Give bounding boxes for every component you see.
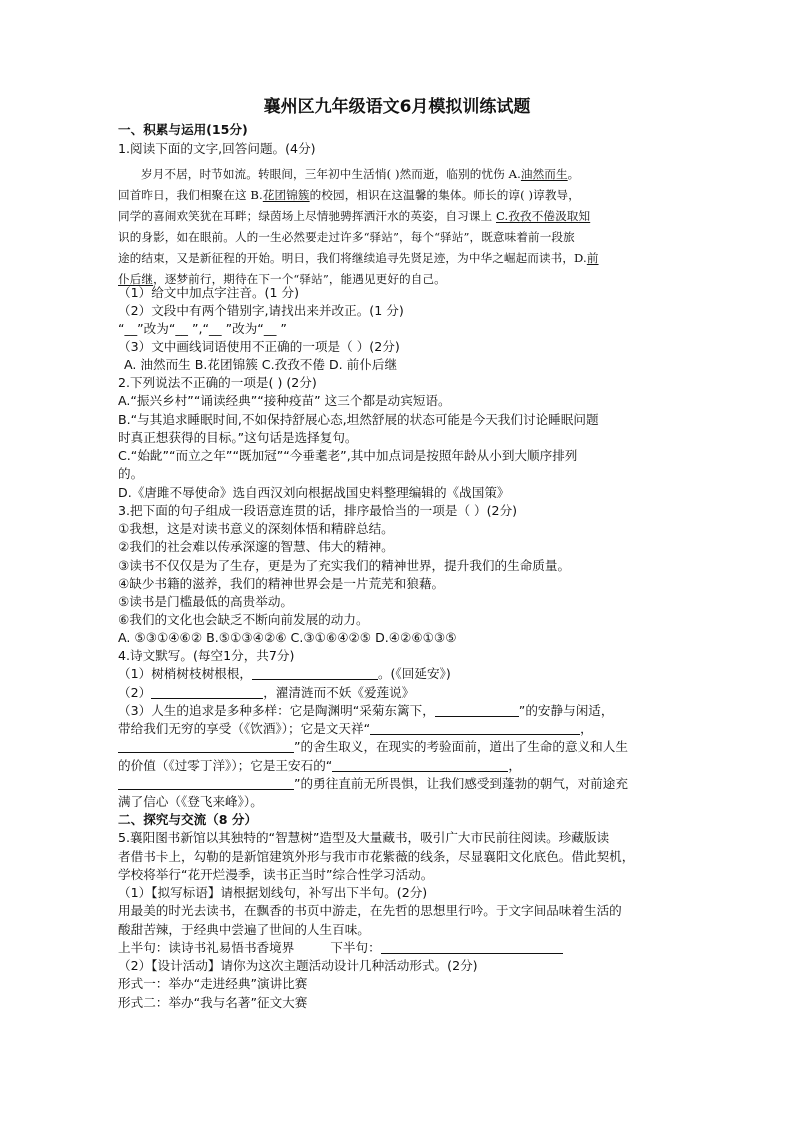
q2-option-b-cont: 时真正想获得的目标。”这句话是选择复句。 [118,430,358,445]
q2-stem: 2.下列说法不正确的一项是( ) (2分) [118,375,317,390]
underlined-term-b: 花团锦簇 [262,188,310,202]
q1-sub3-options: A. 油然而生 B.花团锦簇 C.孜孜不倦 D. 前仆后继 [124,357,398,372]
answer-blank [370,720,580,735]
answer-blank [435,702,519,717]
underlined-term-d1: 前 [586,251,599,265]
q3-sentence-6: ⑥我们的文化也会缺乏不断向前发展的动力。 [118,612,369,627]
answer-blank [118,775,294,790]
q3-sentence-5: ⑤读书是门槛最低的高贵举动。 [118,594,294,609]
q2-option-a: A.“振兴乡村”“诵读经典”“接种疫苗” 这三个都是动宾短语。 [118,393,451,408]
q5-intro-1: 5.襄阳图书新馆以其独特的“智慧树”造型及大量藏书，吸引广大市民前往阅读。珍藏版读 [118,830,610,845]
section-1-heading: 一、积累与运用(15分) [118,122,248,137]
answer-blank [332,757,508,772]
q5-couplet [118,938,688,957]
q2-option-d: D.《唐雎不辱使命》选自西汉刘向根据战国史料整理编辑的《战国策》 [118,485,510,500]
underlined-term-a: 油然而生 [520,167,568,181]
page-title: 襄州区九年级语文6月模拟训练试题 [263,97,531,117]
passage-line: 仆后继，逐梦前行，期待在下一个“驿站”，能遇见更好的自己。 [118,272,446,286]
q4-item-1: （1）树梢树枝树根根， 。(《回延安》) [118,666,451,681]
q5-intro-2: 者借书卡上，勾勒的是新馆建筑外形与我市市花紫薇的线条，尽显襄阳文化底色。借此契机， [118,849,635,864]
passage-line: 岁月不居，时节如流。转眼间，三年初中生活悄( )然而逝，临别的忧伤 A.油然而生。 [141,167,580,181]
q1-sub2: （2）文段中有两个错别字,请找出来并改正。(1 分) [118,303,404,318]
passage-line: 识的身影，如在眼前。人的一生必然要走过许多“驿站”，每个“驿站”，既意味着前一段旅 [118,230,575,244]
couplet-lower-label: 下半句： [330,940,381,955]
q5-text-1: 用最美的时光去读书，在飘香的书页中游走，在先哲的思想里行吟。于文字间品味着生活的 [118,903,622,918]
q4-item-3-line3: ”的舍生取义，在现实的考验面前，道出了生命的意义和人生 [118,737,688,756]
section-2-heading: 二、探究与交流（8 分） [118,812,258,827]
q4-item-3-line6: 满了信心（《登飞来峰》）。 [118,794,263,809]
q3-sentence-2: ②我们的社会难以传承深邃的智慧、伟大的精神。 [118,539,394,554]
underlined-term-d2: 仆后继 [118,272,154,286]
couplet-upper: 上半句：读诗书礼易悟书香境界 [118,940,295,955]
q1-stem: 1.阅读下面的文字,回答问题。(4分) [118,141,316,156]
answer-blank [252,665,378,680]
passage-line: 途的结束，又是新征程的开始。明日，我们将继续追寻先贤足迹，为中华之崛起而读书，D.前 [118,251,599,265]
q5-sub2: （2）【设计活动】请你为这次主题活动设计几种活动形式。(2分) [118,958,478,973]
q1-passage [118,164,680,290]
q3-sentence-1: ①我想，这是对读书意义的深刻体悟和精辟总结。 [118,521,394,536]
answer-blank [118,738,294,753]
q3-options: A. ⑤③①④⑥② B.⑤①③④②⑥ C.③①⑥④②⑤ D.④②⑥①③⑤ [118,630,457,645]
answer-blank [381,939,563,954]
q3-stem: 3.把下面的句子组成一段语意连贯的话，排序最恰当的一项是（ ）(2分) [118,503,518,518]
q2-option-c-cont: 的。 [118,466,144,481]
q5-form-2: 形式二：举办“我与名著”征文大赛 [118,995,308,1010]
q1-sub2-fill: “__”改为“__ ”,“__ ”改为“__ ” [118,321,287,336]
q5-intro-3: 学校将举行“花开烂漫季，读书正当时”综合性学习活动。 [118,867,434,882]
q1-sub1: （1）给文中加点字注音。(1 分) [118,285,299,300]
passage-line: 回首昨日，我们相聚在这 B.花团锦簇的校园，相识在这温馨的集体。师长的谆( )谆教导， [118,188,580,202]
q4-stem: 4.诗文默写。(每空1分，共7分) [118,648,295,663]
q2-option-b: B.“与其追求睡眠时间,不如保持舒展心态,坦然舒展的状态可能是今天我们讨论睡眠问题 [118,412,599,427]
q4-item-3: （3）人生的追求是多种多样：它是陶渊明“采菊东篱下， ”的安静与闲适， [118,703,614,718]
passage-line: 同学的喜闹欢笑犹在耳畔；绿茵场上尽情驰骋挥洒汗水的英姿，自习课上 C.孜孜不倦汲取知 [118,209,591,223]
q4-item-3-line5: ”的勇往直前无所畏惧，让我们感受到蓬勃的朝气，对前途充 [118,774,688,793]
underlined-term-c: C.孜孜不倦汲取知 [496,209,591,223]
q5-sub1: （1）【拟写标语】请根据划线句，补写出下半句。(2分) [118,885,428,900]
q4-item-3-line4: 的价值（《过零丁洋》）；它是王安石的“ ， [118,758,521,773]
q2-option-c: C.“始龀”“而立之年”“既加冠”“今垂耄老”,其中加点词是按照年龄从小到大顺序排列 [118,448,578,463]
q3-sentence-3: ③读书不仅仅是为了生存，更是为了充实我们的精神世界，提升我们的生命质量。 [118,558,571,573]
q5-text-2: 酸甜苦辣，于经典中尝遍了世间的人生百味。 [118,922,370,937]
q4-item-2: （2） ，濯清涟而不妖《爱莲说》 [118,685,415,700]
q1-sub3: （3）文中画线词语使用不正确的一项是（ ）(2分) [118,339,400,354]
q3-sentence-4: ④缺少书籍的滋养，我们的精神世界会是一片荒芜和狼藉。 [118,576,445,591]
answer-blank [151,684,263,699]
q4-item-3-line2: 带给我们无穷的享受（《饮酒》）；它是文天祥“ ， [118,721,593,736]
q5-form-1: 形式一：举办“走进经典”演讲比赛 [118,976,308,991]
